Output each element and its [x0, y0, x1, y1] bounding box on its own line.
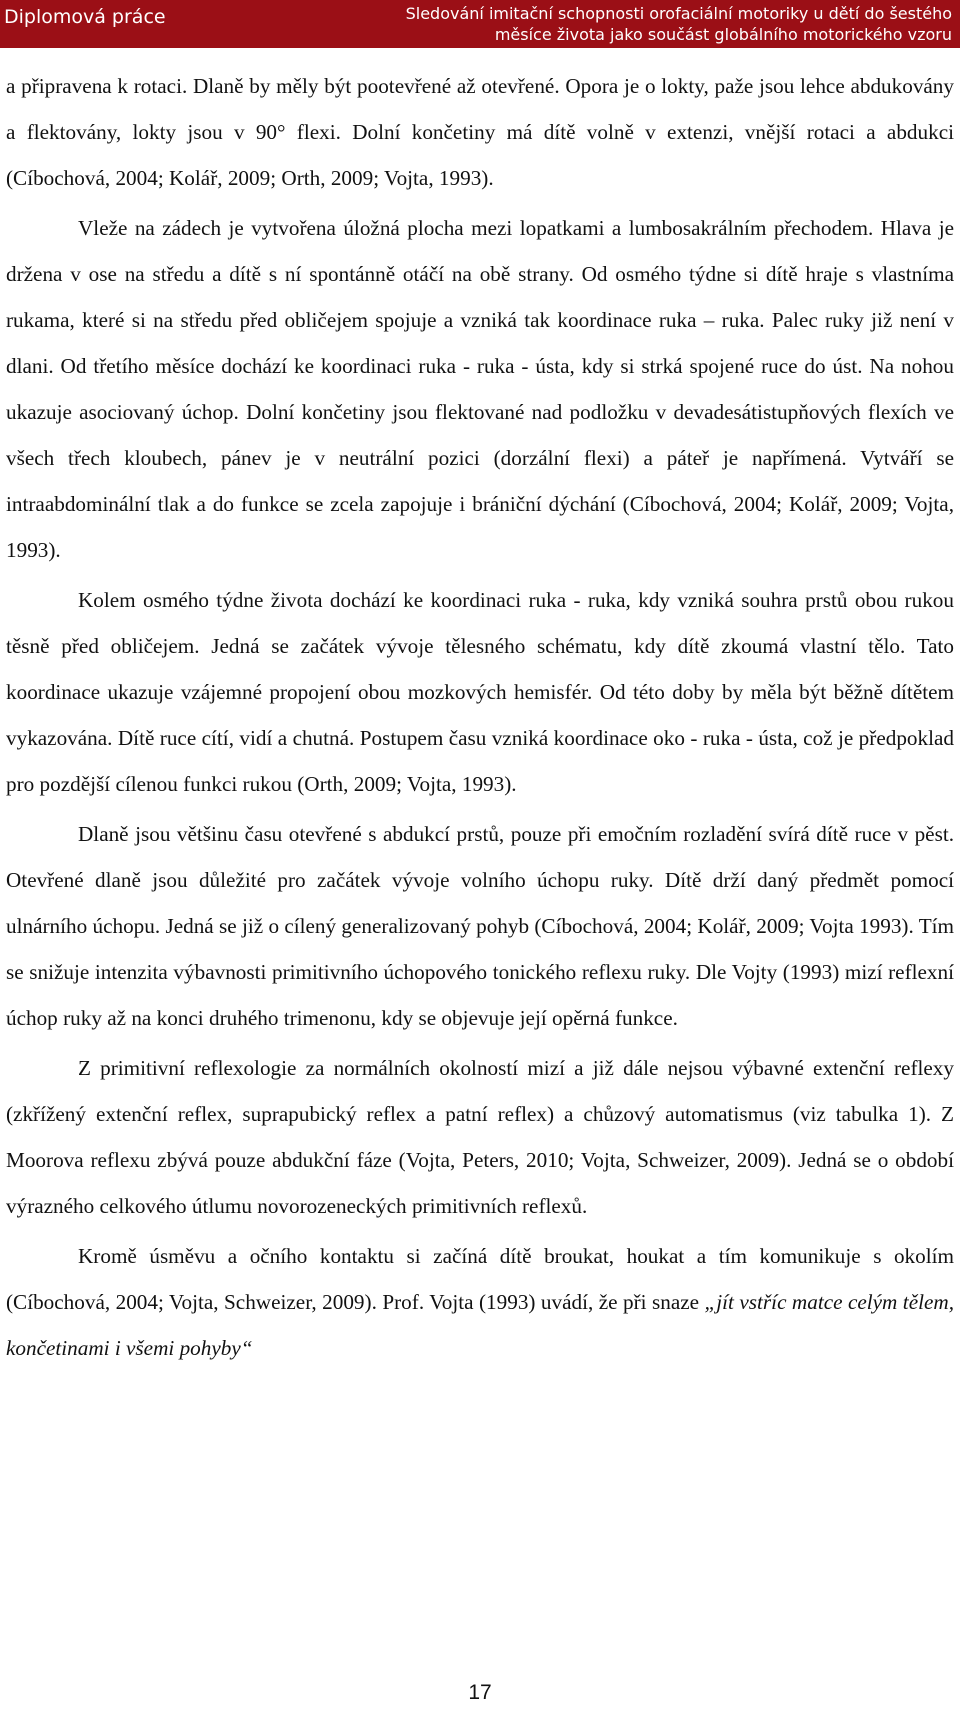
header-title-line-1: Sledování imitační schopnosti orofaciální motoriky u dětí do šestého: [405, 4, 952, 23]
header-thesis-title: [406, 3, 952, 45]
paragraph-2: Vleže na zádech je vytvořena úložná plocha mezi lopatkami a lumbosakrálním přechodem. Hlava je držena v ose na středu a dítě s ní spontánně otáčí na obě strany. Od osmého týdne si dítě hraje s vlastníma rukama, které si na středu před obličejem spojuje a vzniká tak koordinace ruka – ruka. Palec ruky již není v dlani. Od třetího měsíce dochází ke koordinaci ruka - ruka - ústa, kdy si strká spojené ruce do úst. Na nohou ukazuje asociovaný úchop. Dolní končetiny jsou flektované nad podložku v devadesátistupňových flexích ve všech třech kloubech, pánev je v neutrální pozici (dorzální flexi) a páteř je napřímená. Vytváří se intraabdominální tlak a do funkce se zcela zapojuje i brániční dýchání (Cíbochová, 2004; Kolář, 2009; Vojta, 1993).: [6, 216, 954, 562]
paragraph-3: Kolem osmého týdne života dochází ke koordinaci ruka - ruka, kdy vzniká souhra prstů obou rukou těsně před obličejem. Jedná se začátek vývoje tělesného schématu, kdy dítě zkoumá vlastní tělo. Tato koordinace ukazuje vzájemné propojení obou mozkových hemisfér. Od této doby by měla být běžně dítětem vykazována. Dítě ruce cítí, vidí a chutná. Postupem času vzniká koordinace oko - ruka - ústa, což je předpoklad pro pozdější cílenou funkci rukou (Orth, 2009; Vojta, 1993).: [6, 588, 954, 796]
paragraph-4: Dlaně jsou většinu času otevřené s abdukcí prstů, pouze při emočním rozladění svírá dítě ruce v pěst. Otevřené dlaně jsou důležité pro začátek vývoje volního úchopu ruky. Dítě drží daný předmět pomocí ulnárního úchopu. Jedná se již o cílený generalizovaný pohyb (Cíbochová, 2004; Kolář, 2009; Vojta 1993). Tím se snižuje intenzita výbavnosti primitivního úchopového tonického reflexu ruky. Dle Vojty (1993) mizí reflexní úchop ruky až na konci druhého trimenonu, kdy se objevuje její opěrná funkce.: [6, 822, 954, 1030]
page-header: [0, 0, 960, 48]
header-title-line-2: měsíce života jako součást globálního motorického vzoru: [494, 25, 952, 44]
page-number: 17: [468, 1681, 492, 1704]
header-thesis-type: Diplomová práce: [4, 6, 166, 28]
document-body: [6, 63, 954, 1375]
paragraph-6: [6, 1233, 954, 1371]
paragraph-6-quote: „jít vstříc matce celým tělem, končetinami i všemi pohyby“: [6, 1290, 954, 1360]
paragraph-1: a připravena k rotaci. Dlaně by měly být pootevřené až otevřené. Opora je o lokty, paže jsou lehce abdukovány a flektovány, lokty jsou v 90° flexi. Dolní končetiny má dítě volně v extenzi, vnější rotaci a abdukci (Cíbochová, 2004; Kolář, 2009; Orth, 2009; Vojta, 1993).: [6, 74, 954, 190]
paragraph-5: Z primitivní reflexologie za normálních okolností mizí a již dále nejsou výbavné extenční reflexy (zkřížený extenční reflex, suprapubický reflex a patní reflex) a chůzový automatismus (viz tabulka 1). Z Moorova reflexu zbývá pouze abdukční fáze (Vojta, Peters, 2010; Vojta, Schweizer, 2009). Jedná se o období výrazného celkového útlumu novorozeneckých primitivních reflexů.: [6, 1056, 954, 1218]
paragraph-6-text: Kromě úsměvu a očního kontaktu si začíná dítě broukat, houkat a tím komunikuje s okolím (Cíbochová, 2004; Vojta, Schweizer, 2009). Prof. Vojta (1993) uvádí, že při snaze: [6, 1244, 954, 1314]
